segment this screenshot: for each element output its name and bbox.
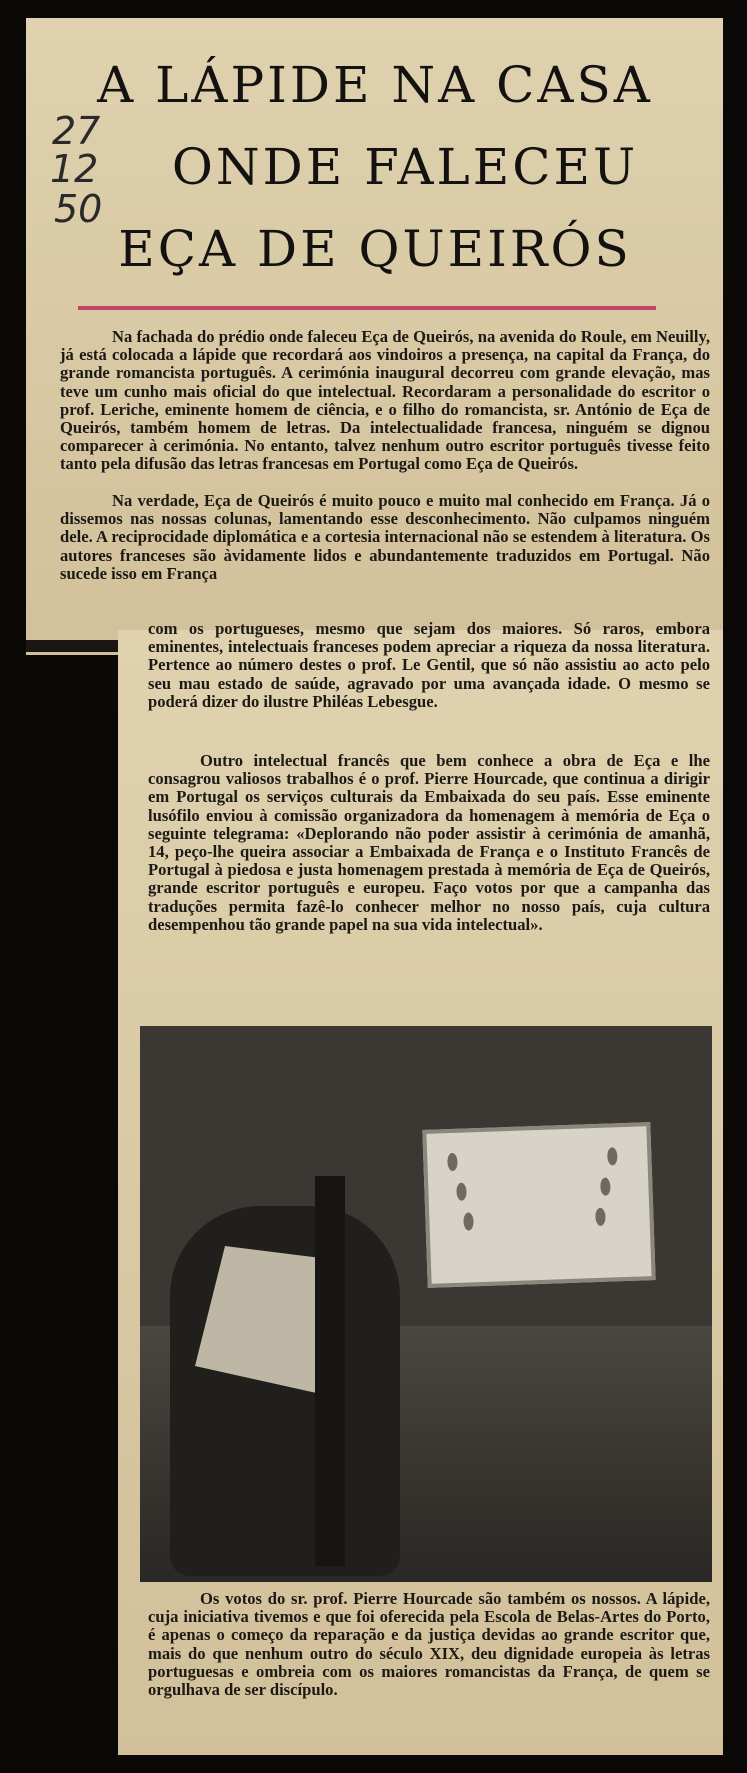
plaque-leaf-ornament <box>463 1212 474 1230</box>
article-paragraph-2-continued: com os portugueses, mesmo que sejam dos maiores. Só raros, embora eminentes, intelectuais franceses podem apreciar a riqueza da nossa literatura. Pertence ao número destes o prof. Le Gentil, que só não assistiu ao acto pelo seu mau estado de saúde, agravado por uma avançada idade. O mesmo se poderá dizer do ilustre Philéas Lebesgue. <box>148 619 710 711</box>
handwritten-date-year: 50 <box>54 187 103 231</box>
article-paragraph-4: Os votos do sr. prof. Pierre Hourcade são também os nossos. A lápide, cuja iniciativa tivemos e que foi oferecida pela Escola de Belas-Artes do Porto, é apenas o começo da reparação e da justiça devidas ao grande escritor que, mais do que nenhum outro do século XIX, deu dignidade europeia às letras portuguesas e ombreia com os maiores romancistas da França, de quem se orgulhava de ser discípulo. <box>148 1589 710 1700</box>
clipping-torn-edge <box>26 640 118 652</box>
photo-plaque-unveiling <box>140 1026 712 1582</box>
plaque-leaf-ornament <box>447 1153 458 1171</box>
plaque-leaf-ornament <box>595 1208 606 1226</box>
plaque-leaf-ornament <box>607 1147 618 1165</box>
headline-accent-rule <box>78 306 656 310</box>
photo-memorial-plaque <box>422 1122 655 1288</box>
article-paragraph-3: Outro intelectual francês que bem conhece a obra de Eça e lhe consagrou valiosos trabalhos é o prof. Pierre Hourcade, que continua a dirigir em Portugal os serviços culturais da Embaixada do seu país. Esse eminente lusófilo enviou à comissão organizadora da homenagem à memória de Eça o seguinte telegrama: «Deplorando não poder assistir à cerimónia de amanhã, 14, peço-lhe queira associar a Embaixada de França e o Instituto Francês de Portugal à piedosa e justa homenagem prestada à memória de Eça de Queirós, grande escritor português e europeu. Faço votos por que a campanha das traduções permita fazê-lo conhecer melhor no nosso país, cuja cultura desempenhou tão grande papel na sua vida intelectual». <box>148 751 710 934</box>
plaque-leaf-ornament <box>600 1178 611 1196</box>
handwritten-date-day: 27 <box>52 109 101 153</box>
article-paragraph-2: Na verdade, Eça de Queirós é muito pouco e muito mal conhecido em França. Já o dissemos nas nossas colunas, lamentando esse desconhecimento. Não culpamos ninguém dele. A reciprocidade diplomática e a cortesia internacional não se estendem à literatura. Os autores franceses são àvidamente lidos e abundantemente traduzidos em Portugal. Não sucede isso em França <box>60 491 710 583</box>
photo-flag-pole <box>315 1176 345 1566</box>
handwritten-date-month: 12 <box>50 147 99 191</box>
headline <box>40 44 710 290</box>
article-paragraph-1: Na fachada do prédio onde faleceu Eça de Queirós, na avenida do Roule, em Neuilly, já está colocada a lápide que recordará aos vindoiros a presença, na capital da França, do grande romancista português. A cerimónia inaugural decorreu com grande elevação, mas teve um cunho mais oficial do que intelectual. Recordaram a personalidade do escritor o prof. Leriche, eminente homem de ciência, e o filho do romancista, sr. António de Eça de Queirós, também homem de letras. Da intelectualidade francesa, ninguém se dignou comparecer à cerimónia. No entanto, talvez nenhum outro escritor português tivesse feito tanto pela difusão das letras francesas em Portugal como Eça de Queirós. <box>60 327 710 474</box>
headline-line-2: ONDE FALECEU <box>171 138 639 196</box>
headline-line-1: A LÁPIDE NA CASA <box>97 56 653 114</box>
headline-line-3: EÇA DE QUEIRÓS <box>118 220 632 278</box>
plaque-leaf-ornament <box>456 1183 467 1201</box>
